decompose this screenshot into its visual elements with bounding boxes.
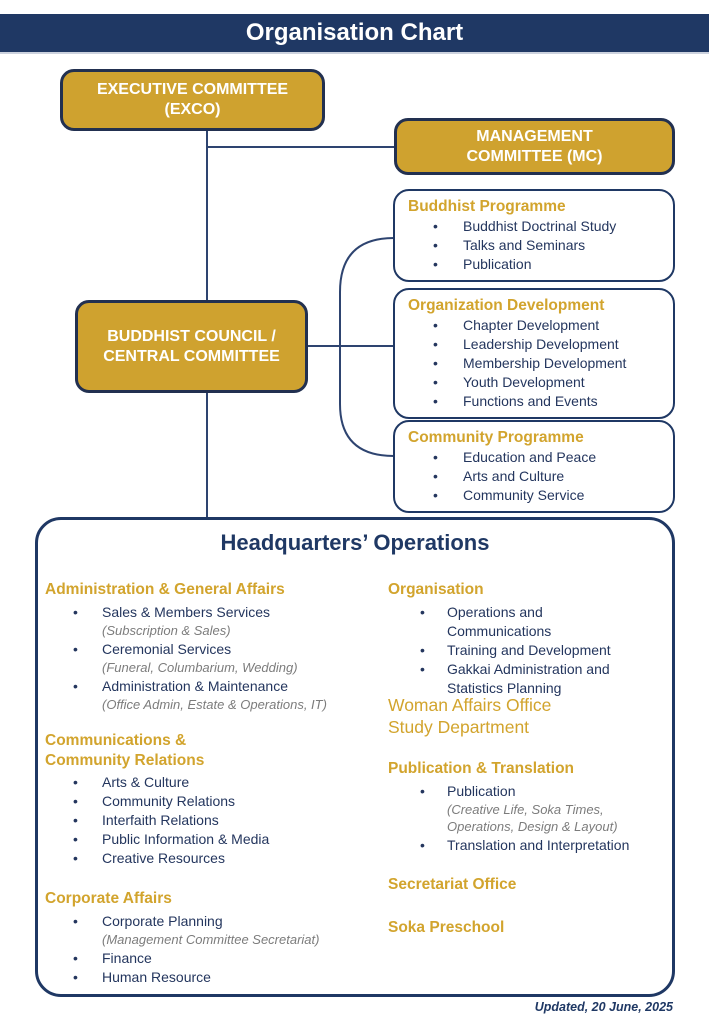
section-heading: Study Department	[388, 717, 530, 737]
node-label: BUDDHIST COUNCIL / CENTRAL COMMITTEE	[103, 327, 280, 365]
list-item: • Buddhist Doctrinal Study	[433, 217, 665, 236]
list-item: • Arts and Culture	[433, 467, 665, 486]
card-item-list	[433, 217, 665, 274]
node-buddhist-council	[75, 300, 308, 393]
headquarters-title: Headquarters’ Operations	[220, 530, 490, 555]
list-item	[73, 968, 375, 987]
list-item	[73, 912, 375, 949]
item-label: • Finance	[102, 949, 152, 966]
section-communications-community-relations	[45, 731, 375, 868]
list-item	[73, 811, 375, 830]
section-organisation	[388, 580, 678, 698]
list-item	[420, 836, 655, 855]
card-item-list	[433, 316, 665, 411]
list-item: • Community Service	[433, 486, 665, 505]
item-note: (Management Committee Secretariat)	[102, 931, 320, 947]
list-item: • Leadership Development	[433, 335, 665, 354]
page-title: Organisation Chart	[245, 19, 464, 46]
list-item: • Talks and Seminars	[433, 236, 665, 255]
item-label: • Public Information & Media	[102, 831, 270, 847]
section-item-list	[420, 782, 655, 855]
item-note: (Office Admin, Estate & Operations, IT)	[102, 696, 327, 712]
section-item-list	[73, 912, 375, 987]
item-label: • Publication	[447, 782, 516, 799]
section-heading: Administration & General Affairs	[45, 581, 285, 598]
list-item	[73, 640, 375, 677]
node-label: EXECUTIVE COMMITTEE (EXCO)	[96, 81, 289, 118]
item-label: • Community Relations	[102, 793, 236, 809]
card-item-list	[433, 448, 665, 505]
item-label: • Administration & Maintenance	[102, 677, 288, 694]
item-note: (Funeral, Columbarium, Wedding)	[102, 659, 298, 675]
updated-note: Updated, 20 June, 2025	[534, 1000, 673, 1014]
card-title: Community Programme	[408, 429, 584, 446]
section-heading: Communications & Community Relations	[45, 732, 205, 769]
card-buddhist-programme	[393, 189, 675, 282]
section-woman-affairs-office	[388, 695, 551, 716]
section-heading: Publication & Translation	[388, 760, 575, 777]
section-publication-translation	[388, 759, 678, 855]
title-bar	[0, 14, 709, 54]
list-item	[73, 830, 375, 849]
section-heading: Woman Affairs Office	[388, 695, 552, 715]
node-executive-committee	[60, 69, 325, 131]
list-item	[420, 660, 635, 698]
list-item	[73, 949, 375, 968]
list-item	[73, 773, 375, 792]
section-heading: Soka Preschool	[388, 919, 505, 936]
item-label: • Ceremonial Services	[102, 640, 232, 657]
node-label: MANAGEMENT COMMITTEE (MC)	[466, 127, 603, 165]
section-heading: Corporate Affairs	[45, 890, 172, 907]
list-item: • Chapter Development	[433, 316, 665, 335]
list-item	[420, 782, 655, 836]
list-item	[73, 849, 375, 868]
list-item: • Publication	[433, 255, 665, 274]
section-item-list	[420, 603, 635, 698]
list-item: • Youth Development	[433, 373, 665, 392]
section-study-department	[388, 717, 529, 738]
item-label: • Training and Development	[447, 641, 611, 658]
section-heading: Organisation	[388, 581, 484, 598]
section-item-list	[73, 773, 375, 868]
list-item: • Functions and Events	[433, 392, 665, 411]
list-item	[420, 641, 635, 660]
item-label: • Arts & Culture	[102, 774, 190, 790]
section-corporate-affairs	[45, 889, 375, 987]
card-title: Organization Development	[408, 297, 605, 314]
list-item	[73, 677, 375, 714]
section-secretariat-office	[388, 875, 516, 895]
item-note: (Creative Life, Soka Times, Operations, Design & Layout)	[447, 801, 618, 834]
section-heading: Secretariat Office	[388, 876, 517, 893]
item-label: • Interfaith Relations	[102, 812, 219, 828]
list-item: • Education and Peace	[433, 448, 665, 467]
item-label: • Translation and Interpretation	[447, 836, 630, 853]
card-community-programme	[393, 420, 675, 513]
section-item-list	[73, 603, 375, 714]
card-title: Buddhist Programme	[408, 198, 566, 215]
section-soka-preschool	[388, 918, 504, 938]
item-label: • Human Resource	[102, 968, 211, 985]
item-label: • Gakkai Administration and Statistics Planning	[447, 660, 610, 696]
list-item	[73, 603, 375, 640]
item-label: • Operations and Communications	[447, 603, 552, 639]
section-administration-general-affairs	[45, 580, 375, 714]
item-label: • Creative Resources	[102, 850, 225, 866]
list-item: • Membership Development	[433, 354, 665, 373]
item-label: • Sales & Members Services	[102, 603, 271, 620]
list-item	[420, 603, 635, 641]
item-label: • Corporate Planning	[102, 912, 223, 929]
list-item	[73, 792, 375, 811]
item-note: (Subscription & Sales)	[102, 622, 231, 638]
card-organization-development	[393, 288, 675, 419]
node-management-committee	[394, 118, 675, 175]
